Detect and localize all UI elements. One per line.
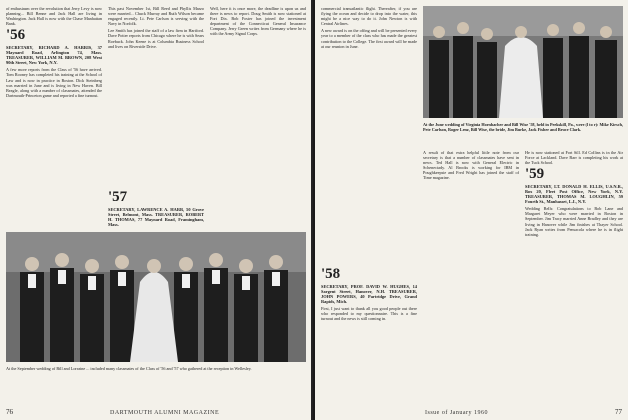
class-56-heading: SECRETARY, RICHARD A. HARRIS, 37 Maynard Road, Arlington 74, Mass. TREASURER, WILLIAM M. BROWN, 208 West 90th Street, New York, N.Y. xyxy=(6,45,102,66)
right-col1-body2-text: First, I just want to thank all you good people out there who responded to my questionnaire. This is a fine turnout and the news is still coming in. xyxy=(321,306,417,322)
class-57-number: '57 xyxy=(108,189,128,205)
left-col1-top-text: of enthusiasm over the revolution that Jerry Levy is now planning... Bill Benne and Jack Hall are living in Washington. Jack Hall is now with the Chase Manhattan Bank. xyxy=(6,6,102,27)
class-57-heading: SECRETARY, LAWRENCE A. HARR, 50 Grove Street, Belmont, Mass. TREASURER, ROBERT H. THOMAS, 77 Maynard Road, Framingham, Mass. xyxy=(108,207,204,227)
right-col1-body-text: A new award is on the offing and will be presented every year to a member of the class who has made the greatest contribution to the College. The first award will be made at our reunion in June. xyxy=(321,28,417,49)
right-page-footer: Issue of January 1960 xyxy=(425,410,488,416)
left-page-footer: DARTMOUTH ALUMNI MAGAZINE xyxy=(110,410,220,416)
class-58-heading: SECRETARY, PROF. DAVID W. HUGHES, 14 Sargent Street, Hanover, N.H. TREASURER, JOHN POWERS, 40 Partridge Drive, Grand Rapids, Mich. xyxy=(321,284,417,304)
left-col3-body-text: Well, here it is once more, the deadline is upon us and there is news to report. Doug Smith is now stationed at Fort Dix. Bob Foster has joined the investment department of the Connecticut General Insurance Company. Jerry Green writes from Germany where he is with the Army Signal Corps. xyxy=(210,6,306,37)
left-col1-body-text: A few more reports from the Class of '56 have arrived. Tom Rooney has completed his training at the School of Law and is now in practice in Boston. Dick Steinberg was married in June and is living in New Haven. Bill Beagle, along with a number of classmates, attended the Dartmouth-Princeton game and reported a fine turnout. xyxy=(6,67,102,98)
right-column-1 xyxy=(321,6,417,51)
wedding-group-photo-image xyxy=(6,232,306,362)
june-wedding-caption: At the June wedding of Virginia Hornbacher and Bill Wise '58, held in Peekskill, Pa., were (l to r): Mike Kirsch, Pete Carlson, Roger Lenz, Bill Wise, the bride, Jim Burke, Jack Fisher and Bruce Clark. xyxy=(423,122,623,132)
left-col2-top-text: This past November 1st, Bill Reed and Phyllis Marzo were married... Chuck Murray and Ruth Wilson became engaged recently. Lt. Pete Carlson is serving with the Navy in Norfolk. xyxy=(108,6,204,27)
right-col3-top-text: He is now stationed at Fort Sill. Ed Collins is in the Air Force at Lackland. Dave Barr is completing his work at the Tuck School. xyxy=(525,150,623,166)
wedding-group-photo xyxy=(6,232,306,362)
left-column-3 xyxy=(210,6,306,39)
right-col1-top-text: commercial transatlantic flight. Thereafter, if you are flying the ocean and decide to drop into the water, this might be a nice way to do it. John Newton is with Central Airlines. xyxy=(321,6,417,27)
right-column-3 xyxy=(525,150,623,239)
wedding-photo-caption: At the September wedding of Bill and Lorraine ... included many classmates of the Class of '56 and '57 who gathered at the reception in Wellesley. xyxy=(6,366,252,371)
class-56-number: '56 xyxy=(6,27,26,44)
right-page xyxy=(315,0,628,420)
left-col2-body-text: Lee Smith has joined the staff of a law firm in Hartford. Dave Potter reports from Chicago where he is with Sears Roebuck. John Keene is at Columbia Business School and lives on Riverside Drive. xyxy=(108,28,204,49)
right-col2-body-text: A result of that extra helpful little note from our secretary is that a number of classmates have sent in news. Ted Hall is now with General Electric in Schenectady. Al Brooks is working for IBM in Poughkeepsie and Fred Wright has joined the staff of Time magazine. xyxy=(423,150,519,181)
right-page-number: 77 xyxy=(615,408,622,416)
class-59-number: '59 xyxy=(525,166,545,183)
june-wedding-photo-image xyxy=(423,6,623,118)
left-column-2 xyxy=(108,6,204,51)
class-57-block xyxy=(108,188,204,229)
right-col3-body-text: Wedding Bells: Congratulations to Bob Lane and Margaret Meyer who were married in Boston in September. Jim Tracy married Anne Bradley and they are living in Hanover while Jim finishes at Thayer School. Jack Ryan writes from Pensacola where he is in flight training. xyxy=(525,206,623,237)
left-column-1 xyxy=(6,6,102,100)
left-page-number: 76 xyxy=(6,408,13,416)
right-column-2 xyxy=(423,150,519,183)
class-59-heading: SECRETARY, LT. DONALD H. ELLIS, U.S.N.R., Box 20, Fleet Post Office, New York, N.Y. TREASURER, THOMAS M. LOUGHLIN, 59 Fourth St., Manhasset, L.I., N.Y. xyxy=(525,184,623,205)
june-wedding-photo xyxy=(423,6,623,118)
class-58-number: '58 xyxy=(321,266,341,282)
left-page xyxy=(0,0,313,420)
class-58-block xyxy=(321,265,417,323)
